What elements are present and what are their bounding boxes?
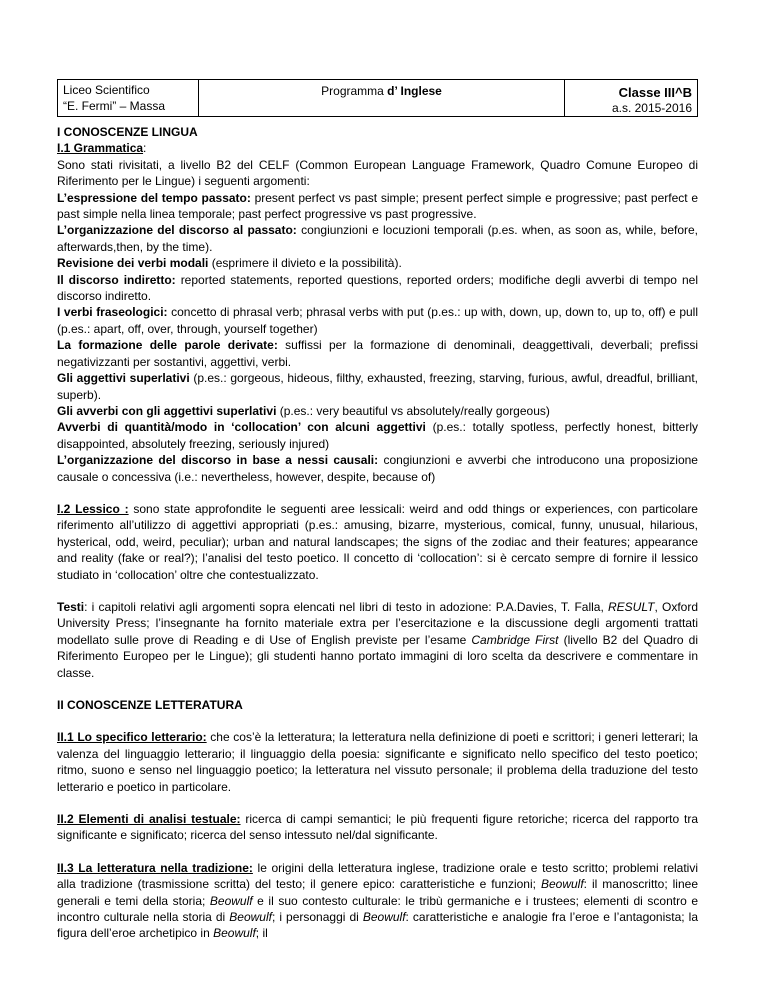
texts-paragraph bbox=[57, 599, 698, 681]
grammar-item-text: concetto di phrasal verb; phrasal verbs with put (p.es.: up with, down, up, down to, up to, off) e pull (p.es.: apart, off, over, through, yourself together) bbox=[57, 305, 698, 336]
grammar-item bbox=[57, 370, 698, 403]
grammar-item-label: La formazione delle parole derivate: bbox=[57, 338, 278, 353]
work-title: Beowulf bbox=[540, 877, 584, 892]
grammar-colon: : bbox=[143, 141, 147, 156]
grammar-item bbox=[57, 255, 698, 271]
grammar-item bbox=[57, 419, 698, 452]
grammar-item-text: congiunzioni e locuzioni temporali (p.es. when, as soon as, while, before, afterwards,then, by the time). bbox=[57, 223, 698, 254]
literature-heading-3: II.3 La letteratura nella tradizione: bbox=[57, 860, 253, 875]
school-town: “E. Fermi” – Massa bbox=[63, 99, 166, 113]
grammar-item-text: congiunzioni e avverbi che introducono una proposizione causale o concessiva (i.e.: nevertheless, however, despite, because of) bbox=[57, 453, 698, 484]
school-year: a.s. 2015-2016 bbox=[611, 101, 692, 115]
school-cell bbox=[58, 80, 199, 116]
grammar-item-label: L’organizzazione del discorso al passato: bbox=[57, 223, 297, 238]
literature-paragraph-1 bbox=[57, 729, 698, 795]
work-title: Beowulf bbox=[229, 910, 272, 925]
literature-text-3: : caratteristiche e analogie fra l’eroe e l’antagonista; la figura dell’eroe archetipico in bbox=[57, 910, 698, 941]
grammar-item bbox=[57, 452, 698, 485]
grammar-item-text: present perfect vs past simple; present perfect simple e progressive; past perfect e past simple nella linea temporale; past perfect progressive vs past progressive. bbox=[57, 190, 698, 222]
section-title-language: I CONOSCENZE LINGUA bbox=[57, 125, 198, 139]
literature-paragraph-2 bbox=[57, 811, 698, 844]
texts-part: , Oxford University Press; l’insegnante ha fornito materiale extra per l’esercitazione e la discussione degli argomenti trattati modellato sulle prove di Reading e di Use of English previste per l’esame bbox=[57, 599, 698, 647]
texts-part: (livello B2 del Quadro di Riferimento Europeo per le Lingue); gli studenti hanno portato immagini di loro scelta da descrivere e commentare in classe. bbox=[57, 632, 698, 680]
grammar-item-text: (esprimere il divieto e la possibilità). bbox=[208, 256, 402, 271]
program-cell bbox=[199, 80, 565, 116]
class-cell bbox=[565, 80, 697, 116]
grammar-item-text: reported statements, reported questions, reported orders; modifiche degli avverbi di tempo nel discorso indiretto. bbox=[57, 272, 698, 304]
grammar-item-label: Gli avverbi con gli aggettivi superlativi bbox=[57, 403, 277, 418]
document-body bbox=[57, 124, 698, 942]
work-title: Beowulf bbox=[362, 910, 406, 925]
literature-text-3: ; il bbox=[255, 926, 268, 941]
grammar-item-label: Il discorso indiretto: bbox=[57, 272, 176, 287]
texts-label: Testi bbox=[57, 599, 85, 614]
literature-heading-2: II.2 Elementi di analisi testuale: bbox=[57, 812, 241, 827]
lexicon-text: sono state approfondite le seguenti aree lessicali: weird and odd things or experiences, con particolare riferimento all’utilizzo di aggettivi appropriati (p.es.: amusing, bizarre, mysterious, comical, funny, unusual, hilarious, hysterical, odd, weird, peculiar); urban and natural landscapes; the signs of the zodiac and their features; appearance and reality (fake or real?); l’analisi del testo poetico. Il concetto di ‘collocation’: si è cercato sempre di fornire il lessico studiato in ‘collocation’ oltre che contestualizzato. bbox=[57, 501, 698, 582]
work-title: Beowulf bbox=[209, 893, 253, 908]
grammar-item-label: Revisione dei verbi modali bbox=[57, 256, 209, 271]
header-table bbox=[57, 79, 698, 117]
grammar-item bbox=[57, 337, 698, 370]
grammar-item-text: (p.es.: totally spotless, perfectly honest, bitterly disappointed, absolutely freezing, seriously injured) bbox=[57, 420, 698, 451]
grammar-item-text: (p.es.: very beautiful vs absolutely/really gorgeous) bbox=[276, 403, 550, 418]
literature-text-3: : il manoscritto; linee generali e temi della storia; bbox=[57, 877, 698, 908]
book-title: RESULT bbox=[608, 599, 655, 614]
work-title: Beowulf bbox=[213, 926, 256, 941]
literature-text-2: ricerca di campi semantici; le più frequenti figure retoriche; ricerca del rapporto tra significante e significato; ricerca del senso intessuto nel/dal significante. bbox=[57, 812, 698, 843]
class-label: Classe III^B bbox=[618, 85, 692, 100]
program-subject: d’ Inglese bbox=[387, 84, 442, 98]
literature-text-3: le origini della letteratura inglese, tradizione orale e testo scritto; problemi relativi alla tradizione (trasmissione scritta) del testo; il genere epico: caratteristiche e funzioni; bbox=[57, 860, 699, 892]
grammar-item bbox=[57, 190, 698, 223]
grammar-heading: I.1 Grammatica bbox=[57, 141, 144, 156]
grammar-item bbox=[57, 304, 698, 337]
grammar-intro: Sono stati rivisitati, a livello B2 del CELF (Common European Language Framework, Quadro Comune Europeo di Riferimento per le Lingue) i seguenti argomenti: bbox=[57, 157, 698, 189]
grammar-item bbox=[57, 403, 698, 419]
grammar-item-text: (p.es.: gorgeous, hideous, filthy, exhausted, freezing, starving, furious, awful, dreadful, brilliant, superb). bbox=[57, 371, 698, 402]
grammar-item-label: Gli aggettivi superlativi bbox=[57, 371, 190, 386]
section-title-literature: II CONOSCENZE LETTERATURA bbox=[57, 698, 243, 712]
grammar-item-label: L’espressione del tempo passato: bbox=[57, 190, 251, 205]
literature-heading-1: II.1 Lo specifico letterario: bbox=[57, 730, 207, 745]
exam-name: Cambridge First bbox=[471, 632, 559, 647]
grammar-item bbox=[57, 222, 698, 255]
grammar-item bbox=[57, 272, 698, 305]
literature-paragraph-3 bbox=[57, 860, 698, 942]
literature-text-3: e il suo contesto culturale: le tribù germaniche e i trustees; elementi di scontro e incontro culturale nella storia di bbox=[57, 893, 698, 925]
school-name: Liceo Scientifico bbox=[63, 83, 150, 97]
program-prefix: Programma bbox=[321, 84, 388, 98]
lexicon-paragraph bbox=[57, 501, 698, 583]
lexicon-heading: I.2 Lessico : bbox=[57, 501, 129, 516]
literature-text-1: che cos’è la letteratura; la letteratura nella definizione di poeti e scrittori; i generi letterari; la valenza del linguaggio letterario; il linguaggio della poesia: significante e significato nello specifico del testo poetico; ritmo, suono e senso nel linguaggio poetico; la letteratura nel vissuto personale; il problema della traduzione del testo letterario e poetico in particolare. bbox=[57, 730, 698, 794]
grammar-heading-line bbox=[57, 140, 698, 156]
grammar-item-text: suffissi per la formazione di denominali, deaggettivali, deverbali; prefissi negativizzanti per sostantivi, aggettivi, verbi. bbox=[57, 338, 698, 369]
literature-text-3: ; i personaggi di bbox=[271, 910, 363, 925]
grammar-item-label: I verbi fraseologici: bbox=[57, 305, 168, 320]
grammar-item-label: Avverbi di quantità/modo in ‘collocation’ con alcuni aggettivi bbox=[57, 420, 426, 435]
texts-part: : i capitoli relativi agli argomenti sopra elencati nel libri di testo in adozione: P.A.Davies, T. Falla, bbox=[84, 599, 608, 614]
grammar-item-label: L’organizzazione del discorso in base a nessi causali: bbox=[57, 453, 379, 468]
